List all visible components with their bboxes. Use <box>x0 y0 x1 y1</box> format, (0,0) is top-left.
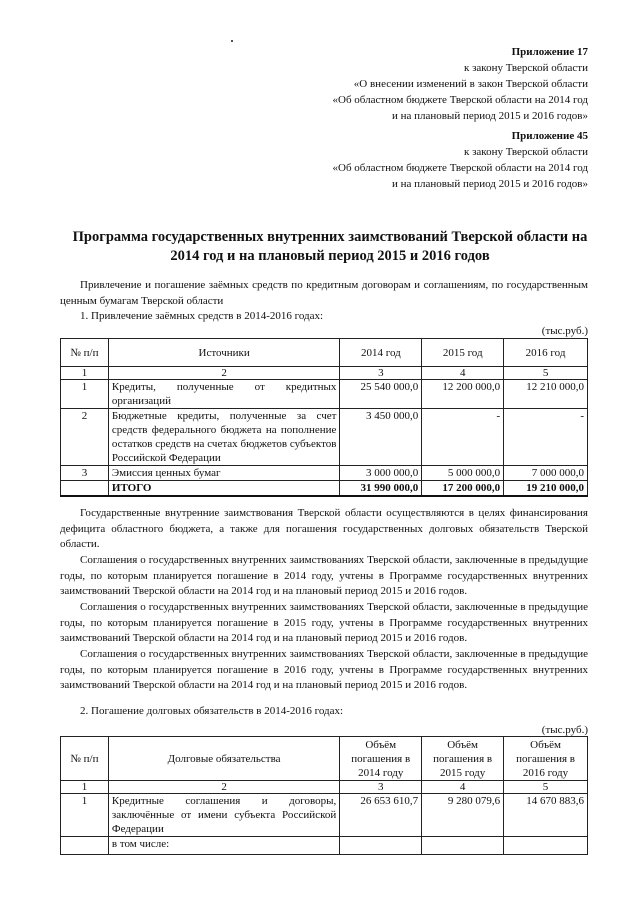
value-2014: 3 450 000,0 <box>340 409 422 466</box>
row-source-name: Эмиссия ценных бумаг <box>108 466 340 481</box>
header-cell: 2016 год <box>504 339 588 367</box>
body-paragraph: Соглашения о государственных внутренних заимствованиях Тверской области, заключенные в предыдущие годы, по которым планируется погашение в 2014 году, учтены в Программе государственных внутренних заимствований Тверской области на 2014 год и на плановый период 2015 и 2016 годов. <box>60 554 588 597</box>
appendix-17-title: Приложение 17 <box>511 46 588 58</box>
column-number: 1 <box>61 367 109 380</box>
row-number: 1 <box>61 794 109 837</box>
appendix-45-line: «Об областном бюджете Тверской области на 2014 год <box>332 162 588 174</box>
table-header-row <box>61 339 588 367</box>
value-2015 <box>422 837 504 855</box>
value-2015: 12 200 000,0 <box>422 380 504 409</box>
header-cell: Источники <box>108 339 340 367</box>
appendix-45-line: к закону Тверской области <box>463 146 588 158</box>
row-obligation-name: в том числе: <box>108 837 339 855</box>
total-2014: 31 990 000,0 <box>340 481 422 497</box>
value-2014: 3 000 000,0 <box>340 466 422 481</box>
body-paragraph: Соглашения о государственных внутренних заимствованиях Тверской области, заключенные в предыдущие годы, по которым планируется погашение в 2015 году, учтены в Программе государственных внутренних заимствований Тверской области на 2014 год и на плановый период 2015 и 2016 годов. <box>60 601 588 644</box>
scan-speck <box>231 40 233 42</box>
body-paragraph: Соглашения о государственных внутренних заимствованиях Тверской области, заключенные в предыдущие годы, по которым планируется погашение в 2016 году, учтены в Программе государственных внутренних заимствований Тверской области на 2014 год и на плановый период 2015 и 2016 годов. <box>60 648 588 691</box>
row-source-name: Кредиты, полученные от кредитных организаций <box>108 380 340 409</box>
header-cell: Объём погашения в 2016 году <box>504 737 588 781</box>
total-2015: 17 200 000,0 <box>422 481 504 497</box>
row-obligation-name: Кредитные соглашения и договоры, заключённые от имени субъекта Российской Федерации <box>108 794 339 837</box>
row-source-name: Бюджетные кредиты, полученные за счет средств федерального бюджета на пополнение остатков средств на счетах бюджетов субъектов Российской Федерации <box>108 409 340 466</box>
column-number: 5 <box>504 367 588 380</box>
table-row <box>61 794 588 837</box>
value-2014: 26 653 610,7 <box>340 794 422 837</box>
intro-paragraph: Привлечение и погашение заёмных средств по кредитным договорам и соглашениям, по государственным ценным бумагам Тверской области <box>60 279 588 307</box>
table-header-row <box>61 737 588 781</box>
row-number: 2 <box>61 409 109 466</box>
table-row <box>61 466 588 481</box>
column-number: 4 <box>422 781 504 794</box>
row-number <box>61 837 109 855</box>
column-number-row <box>61 367 588 380</box>
value-2016: 12 210 000,0 <box>504 380 588 409</box>
appendix-17-block <box>333 44 589 124</box>
column-number-row <box>61 781 588 794</box>
row-number: 3 <box>61 466 109 481</box>
total-label: ИТОГО <box>108 481 340 497</box>
repayment-table <box>60 736 588 855</box>
table-row <box>61 380 588 409</box>
column-number: 4 <box>422 367 504 380</box>
section-2-unit: (тыс.руб.) <box>541 724 588 736</box>
value-2016: 7 000 000,0 <box>504 466 588 481</box>
header-cell: Объём погашения в 2014 году <box>340 737 422 781</box>
table-row <box>61 837 588 855</box>
appendix-17-line: к закону Тверской области <box>463 62 588 74</box>
body-paragraph: Государственные внутренние заимствования Тверской области осуществляются в целях финансирования дефицита областного бюджета, а также для погашения государственных долговых обязательств Тверской области. <box>60 507 588 550</box>
total-2016: 19 210 000,0 <box>504 481 588 497</box>
borrowing-table <box>60 338 588 497</box>
column-number: 2 <box>108 367 340 380</box>
column-number: 3 <box>340 367 422 380</box>
column-number: 3 <box>340 781 422 794</box>
appendix-17-line: «О внесении изменений в закон Тверской области <box>353 78 588 90</box>
header-cell: № п/п <box>61 737 109 781</box>
column-number: 5 <box>504 781 588 794</box>
appendix-17-line: и на плановый период 2015 и 2016 годов» <box>391 110 588 122</box>
column-number: 1 <box>61 781 109 794</box>
value-2014: 25 540 000,0 <box>340 380 422 409</box>
section-2-heading: 2. Погашение долговых обязательств в 2014-2016 годах: <box>80 705 344 717</box>
value-2014 <box>340 837 422 855</box>
appendix-45-title: Приложение 45 <box>511 130 588 142</box>
appendix-17-line: «Об областном бюджете Тверской области на 2014 год <box>332 94 588 106</box>
appendix-45-line: и на плановый период 2015 и 2016 годов» <box>391 178 588 190</box>
header-cell: 2015 год <box>422 339 504 367</box>
value-2015: - <box>422 409 504 466</box>
row-number: 1 <box>61 380 109 409</box>
column-number: 2 <box>108 781 339 794</box>
appendix-45-block <box>333 128 589 192</box>
value-2016 <box>504 837 588 855</box>
header-cell: Долговые обязательства <box>108 737 339 781</box>
value-2016: 14 670 883,6 <box>504 794 588 837</box>
section-1-heading: 1. Привлечение заёмных средств в 2014-2016 годах: <box>80 310 324 322</box>
total-empty-cell <box>61 481 109 497</box>
section-1-unit: (тыс.руб.) <box>541 325 588 337</box>
total-row <box>61 481 588 497</box>
header-cell: № п/п <box>61 339 109 367</box>
value-2015: 5 000 000,0 <box>422 466 504 481</box>
header-cell: Объём погашения в 2015 году <box>422 737 504 781</box>
header-cell: 2014 год <box>340 339 422 367</box>
value-2015: 9 280 079,6 <box>422 794 504 837</box>
value-2016: - <box>504 409 588 466</box>
table-row <box>61 409 588 466</box>
document-title: Программа государственных внутренних заимствований Тверской области на 2014 год и на плановый период 2015 и 2016 годов <box>72 229 588 264</box>
